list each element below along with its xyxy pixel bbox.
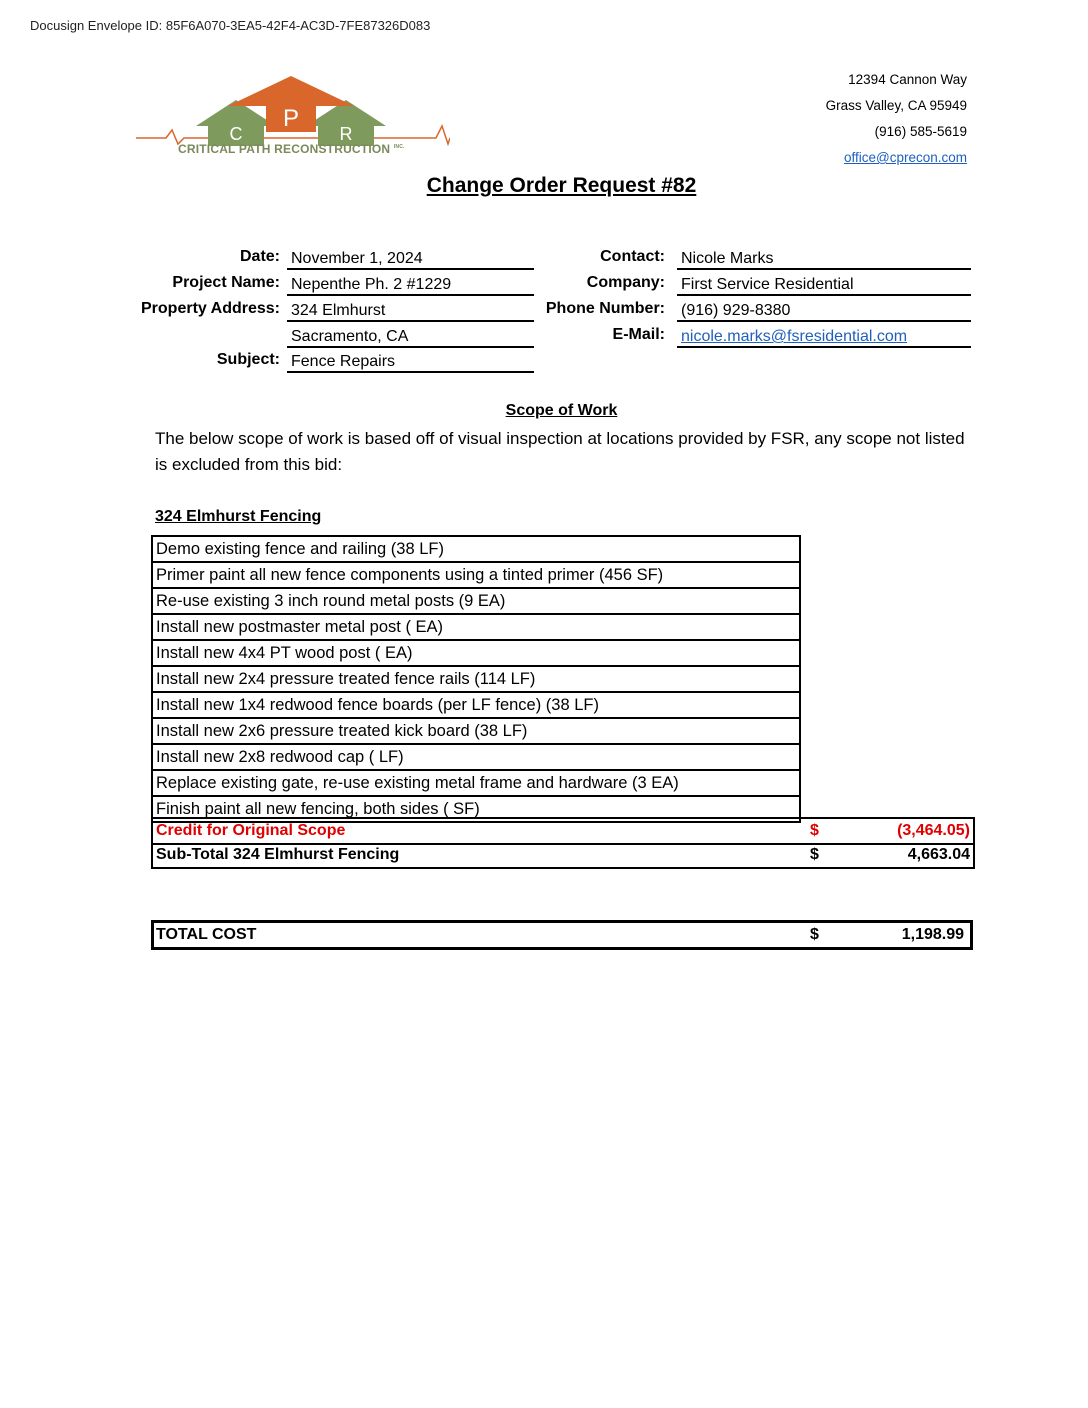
docusign-envelope-id: Docusign Envelope ID: 85F6A070-3EA5-42F4-AC3D-7FE87326D083 (30, 18, 431, 33)
subtotal-amount: 4,663.04 (907, 846, 970, 863)
credit-label: Credit for Original Scope (156, 822, 346, 839)
logo-company-name-text: CRITICAL PATH RECONSTRUCTION (178, 142, 391, 156)
subtotal-label: Sub-Total 324 Elmhurst Fencing (156, 846, 400, 863)
email-label: E-Mail: (612, 326, 665, 343)
project-value: Nepenthe Ph. 2 #1229 (287, 274, 534, 296)
total-currency: $ (810, 926, 819, 943)
line-item: Primer paint all new fence components using a tinted primer (456 SF) (151, 563, 801, 589)
date-value: November 1, 2024 (287, 248, 534, 270)
line-items-table (151, 535, 801, 823)
line-item: Replace existing gate, re-use existing metal frame and hardware (3 EA) (151, 771, 801, 797)
company-label: Company: (586, 274, 665, 291)
total-label: TOTAL COST (156, 926, 257, 943)
email-link[interactable]: nicole.marks@fsresidential.com (677, 326, 971, 348)
date-label: Date: (239, 248, 280, 265)
subtotal-row (151, 843, 975, 869)
scope-text: The below scope of work is based off of visual inspection at locations provided by FSR, any scope not listed is excluded from this bid: (155, 429, 965, 474)
line-item: Install new 2x8 redwood cap ( LF) (151, 745, 801, 771)
phone-value: (916) 929-8380 (677, 300, 971, 322)
address-line1: 324 Elmhurst (287, 300, 534, 322)
company-email-link[interactable]: office@cprecon.com (843, 150, 967, 165)
company-value: First Service Residential (677, 274, 971, 296)
line-item: Install new 2x4 pressure treated fence rails (114 LF) (151, 667, 801, 693)
address-label: Property Address: (141, 300, 280, 317)
logo-roof-center (228, 76, 354, 106)
line-item: Re-use existing 3 inch round metal posts (9 EA) (151, 589, 801, 615)
subtotal-currency: $ (810, 846, 819, 863)
project-label: Project Name: (172, 274, 280, 291)
line-item: Install new 4x4 PT wood post ( EA) (151, 641, 801, 667)
logo-inc: INC. (393, 144, 405, 150)
section-title: 324 Elmhurst Fencing (155, 508, 322, 525)
logo-company-name (178, 142, 405, 156)
company-street: 12394 Cannon Way (848, 72, 967, 87)
credit-row (151, 817, 975, 845)
logo-letter-r: R (339, 124, 353, 144)
page-title: Change Order Request #82 (426, 174, 697, 197)
address-line2: Sacramento, CA (287, 326, 534, 348)
total-row (151, 920, 973, 950)
company-city: Grass Valley, CA 95949 (825, 98, 967, 113)
line-item: Install new 1x4 redwood fence boards (per LF fence) (38 LF) (151, 693, 801, 719)
line-item: Install new postmaster metal post ( EA) (151, 615, 801, 641)
line-item: Finish paint all new fencing, both sides ( SF) (151, 797, 801, 823)
credit-amount: (3,464.05) (897, 822, 970, 839)
phone-label: Phone Number: (545, 300, 665, 317)
total-amount: 1,198.99 (901, 926, 964, 943)
scope-heading: Scope of Work (505, 402, 618, 419)
logo-letter-p: P (282, 105, 300, 132)
line-item: Install new 2x6 pressure treated kick board (38 LF) (151, 719, 801, 745)
subject-value: Fence Repairs (287, 351, 534, 373)
subject-label: Subject: (216, 351, 280, 368)
contact-label: Contact: (600, 248, 665, 265)
logo-letter-c: C (229, 124, 243, 144)
company-phone: (916) 585-5619 (874, 124, 967, 139)
contact-value: Nicole Marks (677, 248, 971, 270)
line-item: Demo existing fence and railing (38 LF) (151, 537, 801, 563)
credit-currency: $ (810, 822, 819, 839)
